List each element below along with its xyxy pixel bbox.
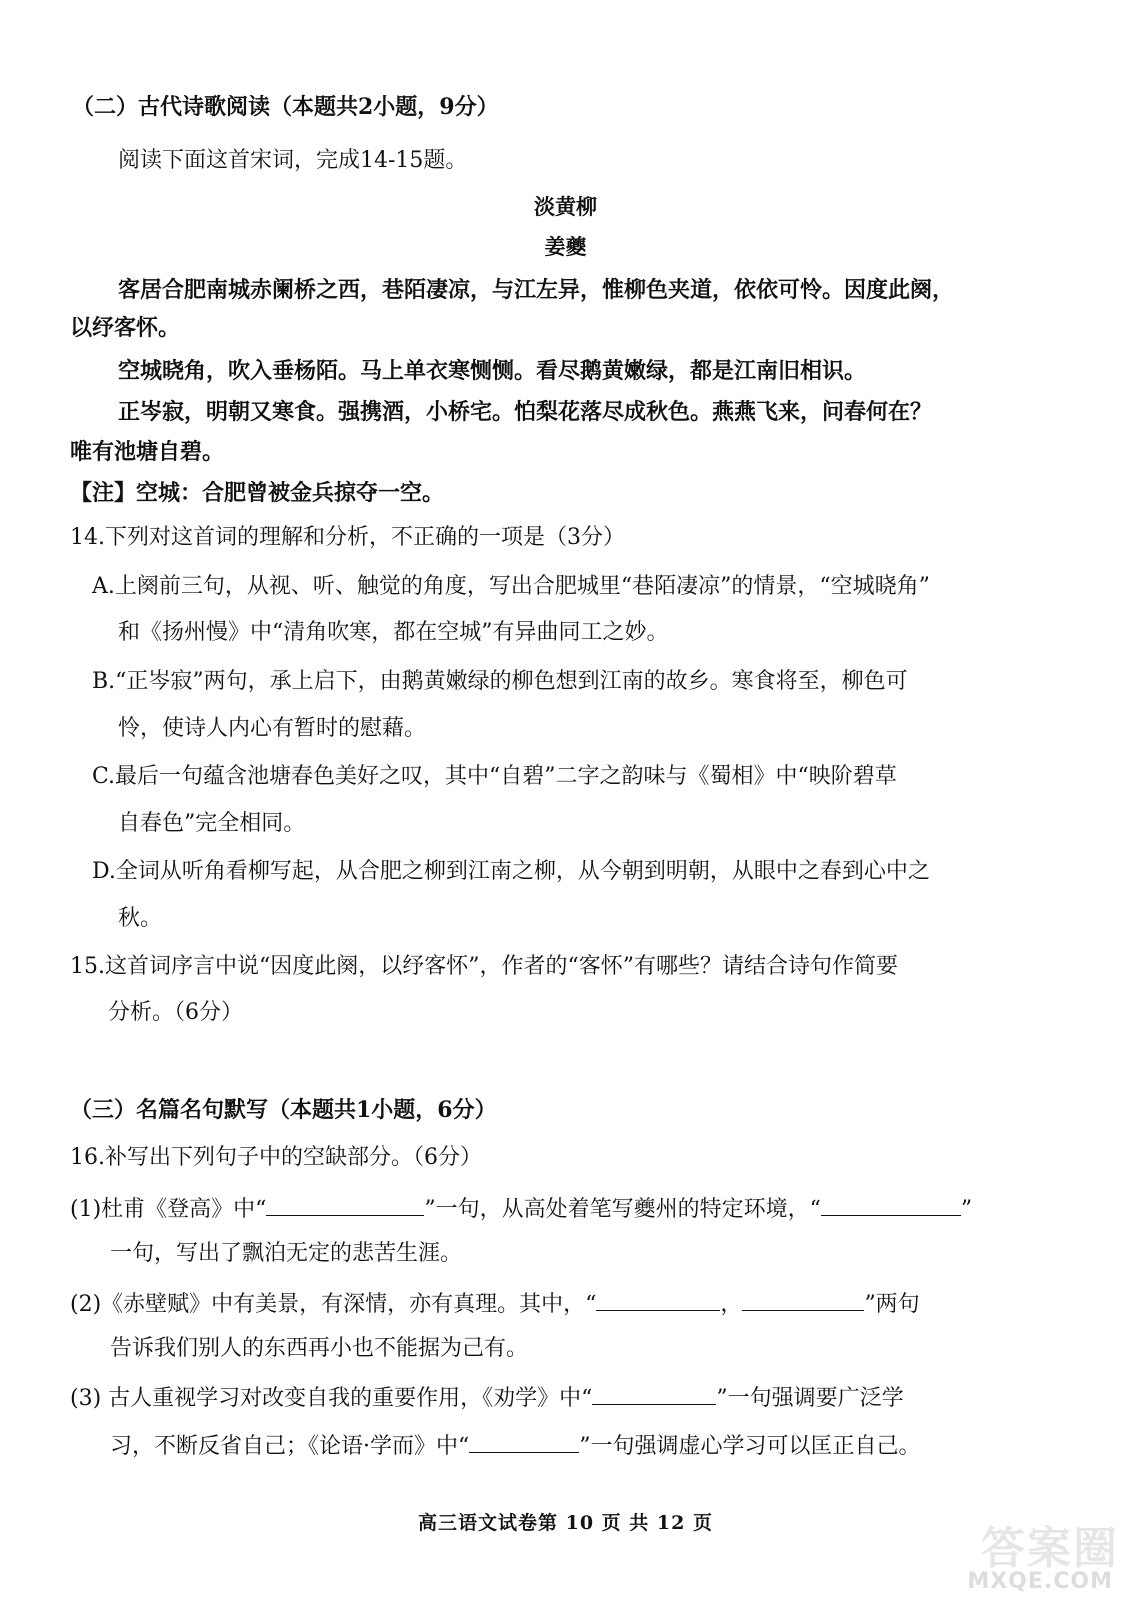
- option-a-line2: 和《扬州慢》中“清角吹寒，都在空城”有异曲同工之妙。: [118, 620, 669, 645]
- answer-blank-3b[interactable]: [469, 1430, 579, 1453]
- fill-item-3-text-a: (3) 古人重视学习对改变自我的重要作用，《劝学》中“: [70, 1386, 593, 1411]
- question-15-line2: 分析。（6分）: [108, 1000, 243, 1025]
- option-d-line2: 秋。: [118, 906, 163, 931]
- fill-item-2-text-c: ”两句: [864, 1292, 920, 1317]
- poem-verse-line3: 唯有池塘自碧。: [70, 439, 225, 465]
- answer-blank-1b[interactable]: [821, 1193, 961, 1216]
- poem-author: 姜夔: [544, 234, 587, 259]
- question-15-line1: 15.这首词序言中说“因度此阕，以纾客怀”，作者的“客怀”有哪些？请结合诗句作简要: [70, 954, 898, 979]
- fill-item-3-text-d: ”一句强调虚心学习可以匡正自己。: [579, 1434, 921, 1459]
- poem-preface-line1: 客居合肥南城赤阑桥之西，巷陌凄凉，与江左异，惟柳色夹道，依依可怜。因度此阕，: [118, 277, 955, 303]
- answer-blank-2a[interactable]: [596, 1288, 720, 1311]
- question-14-stem: 14.下列对这首词的理解和分析，不正确的一项是（3分）: [70, 525, 625, 550]
- section-heading-poetry: （二）古代诗歌阅读（本题共2小题，9分）: [72, 94, 499, 120]
- fill-item-1-text-c: ”: [960, 1197, 973, 1222]
- option-a-line1: A.上阕前三句，从视、听、触觉的角度，写出合肥城里“巷陌凄凉”的情景，“空城晓角”: [92, 574, 930, 599]
- answer-blank-3a[interactable]: [592, 1382, 716, 1405]
- poetry-instruction: 阅读下面这首宋词，完成14-15题。: [118, 148, 468, 173]
- fill-item-1-line1: [70, 1193, 972, 1225]
- fill-item-1-line2: 一句，写出了飘泊无定的悲苦生涯。: [110, 1241, 463, 1266]
- poem-title: 淡黄柳: [534, 194, 597, 219]
- option-c-line1: C.最后一句蕴含池塘春色美好之叹，其中“自碧”二字之韵味与《蜀相》中“映阶碧草: [92, 764, 897, 789]
- watermark-logo: 答案圈: [981, 1523, 1119, 1574]
- fill-item-3-text-c: 习，不断反省自己；《论语·学而》中“: [110, 1434, 470, 1459]
- page-footer: 高三语文试卷第 10 页 共 12 页: [418, 1512, 713, 1534]
- fill-item-2-text-a: (2)《赤壁赋》中有美景，有深情，亦有真理。其中，“: [70, 1292, 597, 1317]
- answer-blank-2b[interactable]: [742, 1288, 864, 1311]
- fill-item-2-line1: [70, 1288, 920, 1320]
- fill-item-1-text-b: ”一句，从高处着笔写夔州的特定环境，“: [424, 1197, 821, 1222]
- question-16-stem: 16.补写出下列句子中的空缺部分。（6分）: [70, 1145, 482, 1170]
- watermark: [929, 1512, 1119, 1594]
- fill-item-3-text-b: ”一句强调要广泛学: [716, 1386, 904, 1411]
- option-d-line1: D.全词从听角看柳写起，从合肥之柳到江南之柳，从今朝到明朝，从眼中之春到心中之: [92, 859, 930, 884]
- fill-item-3-line1: [70, 1382, 904, 1414]
- poem-verse-line1: 空城晓角，吹入垂杨陌。马上单衣寒恻恻。看尽鹅黄嫩绿，都是江南旧相识。: [118, 358, 867, 384]
- fill-item-1-text-a: (1)杜甫《登高》中“: [70, 1197, 267, 1222]
- fill-item-2-line2: 告诉我们别人的东西再小也不能据为己有。: [110, 1336, 529, 1361]
- option-c-line2: 自春色”完全相同。: [118, 811, 306, 836]
- fill-item-2-text-b: ，: [720, 1292, 743, 1317]
- poem-preface-line2: 以纾客怀。: [70, 315, 181, 341]
- section-heading-recitation: （三）名篇名句默写（本题共1小题，6分）: [70, 1097, 497, 1123]
- option-b-line2: 怜，使诗人内心有暂时的慰藉。: [118, 716, 427, 741]
- option-b-line1: B.“正岑寂”两句，承上启下，由鹅黄嫩绿的柳色想到江南的故乡。寒食将至，柳色可: [92, 669, 908, 694]
- fill-item-3-line2: [110, 1430, 921, 1462]
- poem-note: 【注】空城：合肥曾被金兵掠夺一空。: [70, 480, 445, 506]
- watermark-url: MXQE.COM: [967, 1569, 1113, 1594]
- poem-verse-line2: 正岑寂，明朝又寒食。强携酒，小桥宅。怕梨花落尽成秋色。燕燕飞来，问春何在？: [118, 399, 933, 425]
- answer-blank-1a[interactable]: [266, 1193, 424, 1216]
